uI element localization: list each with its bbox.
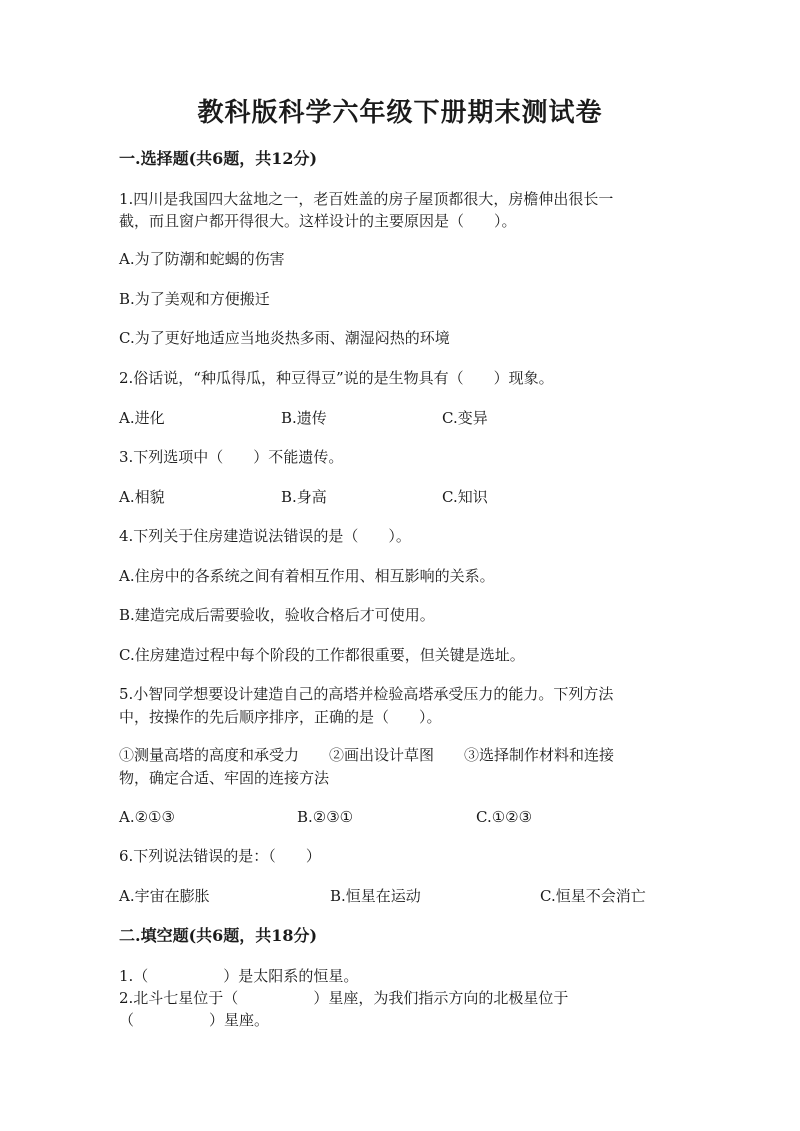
question-5-line-2: 中，按操作的先后顺序排序，正确的是（ ）。: [119, 708, 442, 726]
fill-question-1: 1.（ ）是太阳系的恒星。: [119, 967, 359, 985]
question-1-option-c: C.为了更好地适应当地炎热多雨、潮湿闷热的环境: [119, 329, 450, 347]
question-3-line-1: 3.下列选项中（ ）不能遗传。: [119, 448, 344, 466]
section-heading-fill-blank: 二.填空题(共6题，共18分): [119, 926, 318, 945]
question-1-option-b: B.为了美观和方便搬迁: [119, 290, 270, 308]
question-1-line-1: 1.四川是我国四大盆地之一，老百姓盖的房子屋顶都很大，房檐伸出很长一: [119, 190, 614, 208]
fill-question-2-line-2: （ ）星座。: [119, 1011, 270, 1029]
question-6-option-a: A.宇宙在膨胀: [119, 887, 210, 905]
question-5-steps-line-1: ①测量高塔的高度和承受力 ②画出设计草图 ③选择制作材料和连接: [119, 746, 615, 764]
question-5-option-a: A.②①③: [119, 808, 175, 826]
question-4-option-c: C.住房建造过程中每个阶段的工作都很重要，但关键是选址。: [119, 646, 525, 664]
question-6-option-c: C.恒星不会消亡: [540, 887, 646, 905]
question-4-option-a: A.住房中的各系统之间有着相互作用、相互影响的关系。: [119, 567, 495, 585]
question-5-option-b: B.②③①: [297, 808, 354, 826]
question-3-option-a: A.相貌: [119, 488, 165, 506]
question-3-option-c: C.知识: [442, 488, 488, 506]
page-title: 教科版科学六年级下册期末测试卷: [197, 98, 603, 128]
question-2-option-a: A.进化: [119, 409, 165, 427]
section-heading-choice: 一.选择题(共6题，共12分): [119, 149, 318, 168]
question-4-option-b: B.建造完成后需要验收，验收合格后才可使用。: [119, 606, 435, 624]
question-2-option-b: B.遗传: [281, 409, 327, 427]
question-3-option-b: B.身高: [281, 488, 327, 506]
question-6-line-1: 6.下列说法错误的是：（ ）: [119, 847, 321, 865]
question-5-steps-line-2: 物，确定合适、牢固的连接方法: [119, 769, 330, 787]
question-1-option-a: A.为了防潮和蛇蝎的伤害: [119, 250, 285, 268]
question-5-option-c: C.①②③: [476, 808, 533, 826]
question-6-option-b: B.恒星在运动: [330, 887, 421, 905]
question-2-option-c: C.变异: [442, 409, 488, 427]
question-4-line-1: 4.下列关于住房建造说法错误的是（ ）。: [119, 527, 411, 545]
question-2-line-1: 2.俗话说，“种瓜得瓜，种豆得豆”说的是生物具有（ ）现象。: [119, 369, 554, 387]
question-5-line-1: 5.小智同学想要设计建造自己的高塔并检验高塔承受压力的能力。下列方法: [119, 685, 614, 703]
question-1-line-2: 截，而且窗户都开得很大。这样设计的主要原因是（ ）。: [119, 212, 517, 230]
fill-question-2-line-1: 2.北斗七星位于（ ）星座，为我们指示方向的北极星位于: [119, 989, 569, 1007]
